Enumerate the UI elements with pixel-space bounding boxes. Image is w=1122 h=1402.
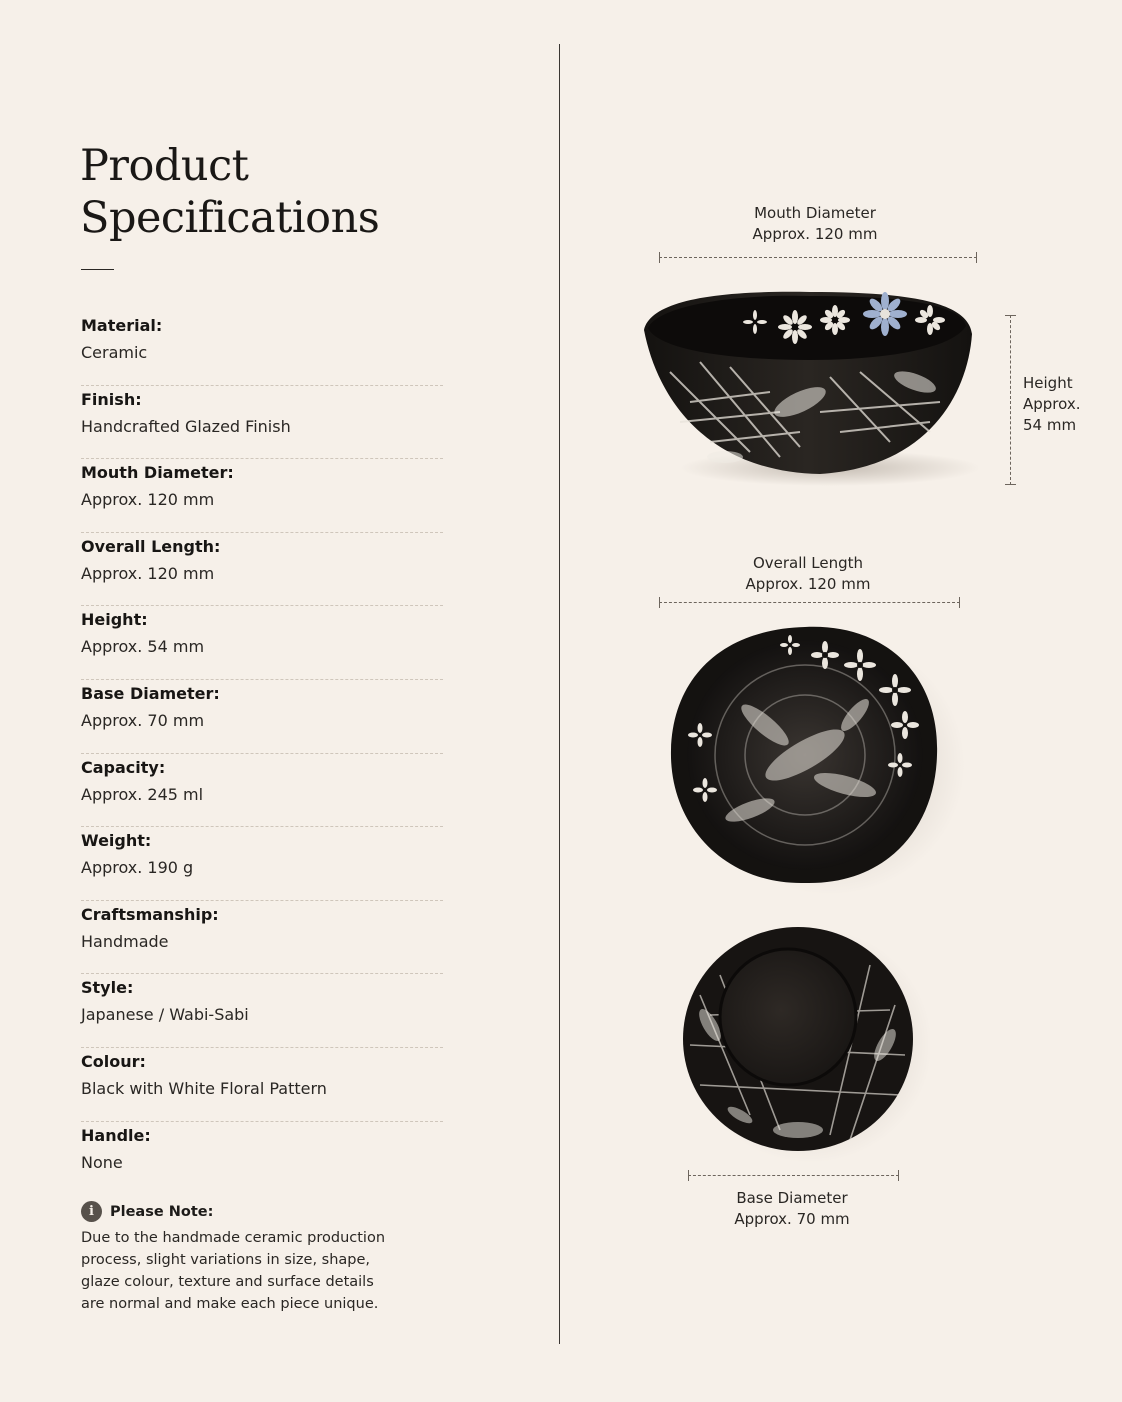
spec-row-finish xyxy=(81,386,443,460)
mouth-diameter-label: Mouth Diameter xyxy=(754,204,876,222)
spec-row-weight xyxy=(81,827,443,901)
care-note-line: process, slight variations in size, shape, xyxy=(81,1252,371,1268)
spec-row-height xyxy=(81,606,443,680)
spec-value: Approx. 120 mm xyxy=(81,563,215,583)
mouth-diameter-dimension-line xyxy=(659,252,977,263)
base-diameter-caption xyxy=(692,1188,892,1230)
height-caption xyxy=(1023,373,1113,436)
spec-row-handle xyxy=(81,1122,443,1196)
mouth-diameter-caption xyxy=(715,203,915,245)
overall-length-label: Overall Length xyxy=(752,554,864,572)
care-note-title: Please Note: xyxy=(110,1203,214,1220)
spec-row-craftsmanship xyxy=(81,901,443,975)
spec-value: Handmade xyxy=(81,931,169,951)
bowl-top-view-image xyxy=(655,615,965,900)
care-note-heading xyxy=(81,1201,401,1222)
spec-row-overall-length xyxy=(81,533,443,607)
title-rule xyxy=(81,269,114,270)
spec-list xyxy=(81,312,443,1195)
bowl-side-view-image xyxy=(630,282,990,497)
spec-value: Japanese / Wabi-Sabi xyxy=(81,1005,249,1025)
spec-label: Mouth Diameter: xyxy=(81,463,234,483)
spec-label: Style: xyxy=(81,978,134,998)
care-note-line: glaze colour, texture and surface details xyxy=(81,1274,374,1290)
mouth-diameter-value: Approx. 120 mm xyxy=(752,225,878,243)
base-diameter-value: Approx. 70 mm xyxy=(734,1210,850,1228)
spec-label: Weight: xyxy=(81,831,152,851)
care-note-body xyxy=(81,1227,401,1315)
spec-label: Handle: xyxy=(81,1125,151,1145)
spec-value: Ceramic xyxy=(81,343,148,362)
page-title-line-1: Product xyxy=(80,141,249,191)
spec-row-style xyxy=(81,974,443,1048)
spec-value: Approx. 70 mm xyxy=(81,710,205,730)
spec-value: Handcrafted Glazed Finish xyxy=(81,416,291,436)
care-note xyxy=(81,1201,401,1315)
info-icon: i xyxy=(81,1201,102,1222)
spec-row-capacity xyxy=(81,754,443,828)
spec-label: Material: xyxy=(81,316,163,335)
height-value-line-1: Approx. xyxy=(1023,395,1081,413)
care-note-line: are normal and make each piece unique. xyxy=(81,1296,379,1312)
spec-row-mouth-diameter xyxy=(81,459,443,533)
spec-row-base-diameter xyxy=(81,680,443,754)
overall-length-dimension-line xyxy=(659,597,960,608)
overall-length-value: Approx. 120 mm xyxy=(745,575,871,593)
spec-row-material xyxy=(81,312,443,386)
spec-value: Black with White Floral Pattern xyxy=(81,1078,327,1098)
care-note-line: Due to the handmade ceramic production xyxy=(81,1230,386,1246)
page-title-line-2: Specifications xyxy=(80,193,380,243)
height-dimension-line xyxy=(1005,315,1016,485)
spec-label: Overall Length: xyxy=(81,536,221,556)
height-label: Height xyxy=(1023,374,1073,392)
spec-label: Height: xyxy=(81,610,148,630)
spec-label: Capacity: xyxy=(81,757,166,777)
base-diameter-dimension-line xyxy=(688,1170,899,1181)
spec-value: None xyxy=(81,1152,123,1172)
spec-label: Craftsmanship: xyxy=(81,904,219,924)
overall-length-caption xyxy=(708,553,908,595)
spec-value: Approx. 54 mm xyxy=(81,637,205,657)
spec-row-colour xyxy=(81,1048,443,1122)
spec-label: Colour: xyxy=(81,1051,146,1071)
spec-value: Approx. 245 ml xyxy=(81,784,204,804)
spec-label: Finish: xyxy=(81,389,142,409)
spec-value: Approx. 190 g xyxy=(81,858,194,878)
page-title xyxy=(80,140,379,244)
bowl-base-view-image xyxy=(670,915,930,1170)
spec-label: Base Diameter: xyxy=(81,683,220,703)
height-value-line-2: 54 mm xyxy=(1023,416,1077,434)
spec-value: Approx. 120 mm xyxy=(81,490,215,510)
column-divider xyxy=(559,44,560,1344)
base-diameter-label: Base Diameter xyxy=(736,1189,848,1207)
